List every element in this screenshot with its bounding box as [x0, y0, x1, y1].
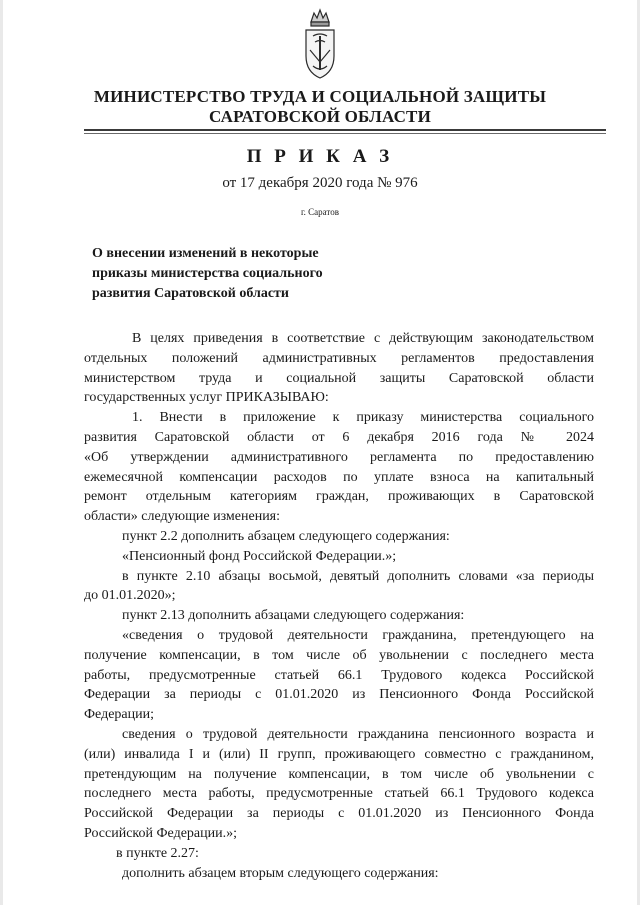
body-line: ежемесячной компенсации расходов по уплате взноса на капитальный: [84, 469, 594, 485]
ministry-name-line2: САРАТОВСКОЙ ОБЛАСТИ: [208, 107, 432, 126]
body-line: государственных услуг ПРИКАЗЫВАЮ:: [84, 390, 329, 406]
body-line: Федерации за периоды с 01.01.2020 из Пенсионного Фонда Российской: [84, 687, 594, 703]
body-line: «Пенсионный фонд Российской Федерации.»;: [122, 548, 397, 564]
order-date-number: от 17 декабря 2020 года № 976: [222, 175, 418, 191]
body-line: развития Саратовской области от 6 декабря 2016 года № 2024: [84, 429, 594, 445]
body-line: «Об утверждении административного регламента по предоставлению: [84, 449, 594, 465]
scan-edge-left: [0, 0, 3, 905]
header-divider: [84, 129, 606, 131]
body-line: пункт 2.2 дополнить абзацем следующего содержания:: [122, 528, 450, 544]
body-line: в пункте 2.27:: [116, 845, 199, 861]
order-city: г. Саратов: [301, 207, 339, 217]
body-line: сведения о трудовой деятельности гражданина пенсионного возраста и: [122, 726, 594, 742]
body-line: области» следующие изменения:: [84, 509, 281, 525]
subject-line: О внесении изменений в некоторые: [92, 246, 319, 261]
body-line: ремонт отдельным категориям граждан, проживающих в Саратовской: [84, 489, 594, 505]
body-line: 1. Внести в приложение к приказу министерства социального: [132, 410, 594, 426]
ministry-name-line1: МИНИСТЕРСТВО ТРУДА И СОЦИАЛЬНОЙ ЗАЩИТЫ: [93, 87, 547, 106]
body-line: В целях приведения в соответствие с действующим законодательством: [132, 331, 594, 346]
body-line: претендующим на получение компенсации, в том числе об увольнении с: [84, 766, 594, 782]
subject-line: приказы министерства социального: [92, 266, 323, 281]
saratov-coat-of-arms-icon: [297, 6, 343, 80]
body-line: министерством труда и социальной защиты Саратовской области: [84, 370, 594, 386]
body-line: (или) инвалида I и (или) II групп, проживающего совместно с гражданином,: [84, 746, 594, 762]
subject-line: развития Саратовской области: [92, 286, 289, 301]
body-line: «сведения о трудовой деятельности гражданина, претендующего на: [122, 627, 594, 643]
order-subject: [92, 244, 422, 304]
body-line: отдельных положений административных регламентов предоставления: [84, 350, 594, 366]
body-line: пункт 2.13 дополнить абзацами следующего содержания:: [122, 608, 465, 624]
body-line: дополнить абзацем вторым следующего содержания:: [122, 865, 439, 881]
body-line: в пункте 2.10 абзацы восьмой, девятый дополнить словами «за периоды: [122, 568, 594, 584]
body-line: последнего места работы, предусмотренные статьей 66.1 Трудового кодекса: [84, 786, 594, 802]
body-line: Российской Федерации.»;: [84, 825, 238, 841]
header-divider-thin: [84, 133, 606, 134]
body-line: Российской Федерации за периоды с 01.01.2020 из Пенсионного Фонда: [84, 806, 594, 822]
body-line: Федерации;: [84, 707, 155, 723]
body-line: до 01.01.2020»;: [84, 588, 176, 604]
body-line: работы, предусмотренные статьей 66.1 Трудового кодекса Российской: [84, 667, 594, 683]
document-title: П Р И К А З: [246, 146, 394, 167]
order-body: [84, 329, 594, 883]
body-line: получение компенсации, в том числе об увольнении с последнего места: [84, 647, 594, 663]
